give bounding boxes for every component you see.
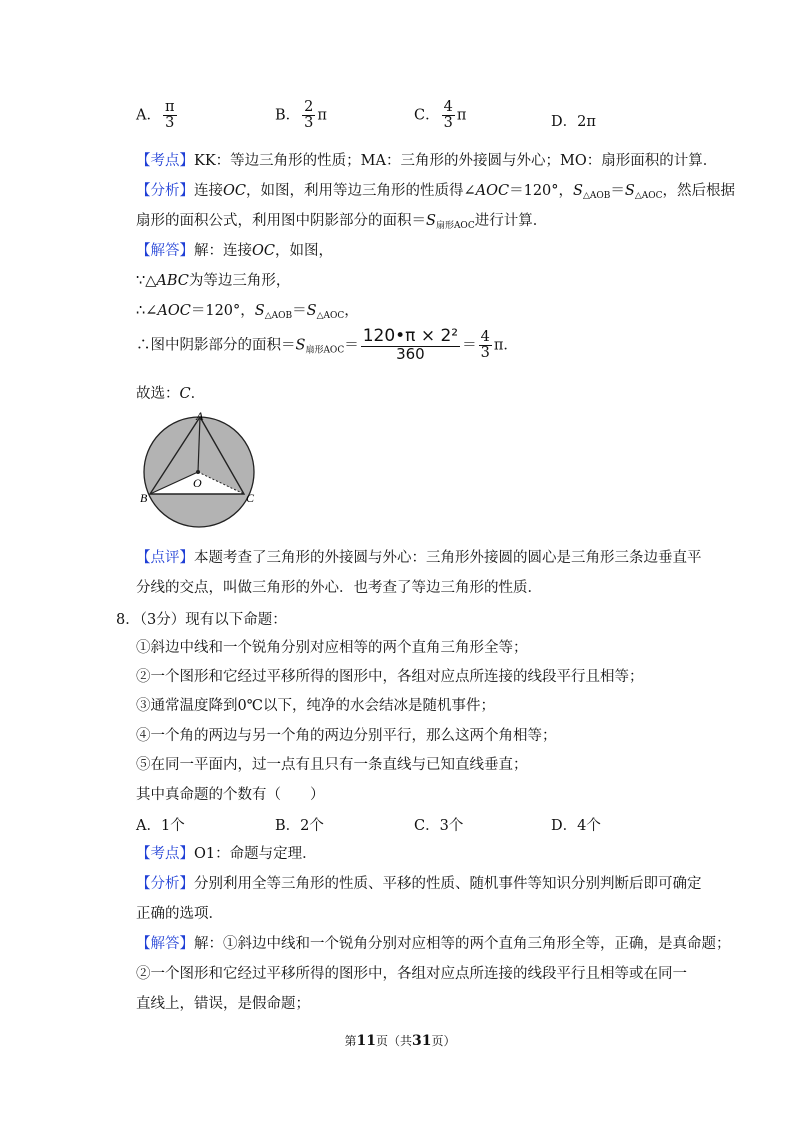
q8-item-3: ③通常温度降到0℃以下，纯净的水会结冰是随机事件；: [136, 698, 495, 714]
page-number: 11: [356, 1033, 376, 1049]
q8-item-2: ②一个图形和它经过平移所得的图形中，各组对应点所连接的线段平行且相等；: [136, 669, 644, 685]
q8-fenxi-line1: 【分析】分别利用全等三角形的性质、平移的性质、随机事件等知识分别判断后即可确定: [136, 876, 702, 892]
q8-item-1: ①斜边中线和一个锐角分别对应相等的两个直角三角形全等；: [136, 640, 528, 656]
label-a: A: [196, 409, 204, 423]
label-c: C: [246, 491, 255, 505]
q8-jieda-line2: ②一个图形和它经过平移所得的图形中，各组对应点所连接的线段平行且相等或在同一: [136, 966, 687, 982]
fraction: $\frac{4}{3}$: [443, 99, 453, 132]
q8-jieda-line1: 【解答】解：①斜边中线和一个锐角分别对应相等的两个直角三角形全等，正确，是真命题；: [136, 936, 731, 952]
q7-fenxi-line1: 【分析】连接OC，如图，利用等边三角形的性质得∠AOC＝120°，$S_{\triangle AOB}=S_{\triangle AOC}$，然后根据: [136, 183, 736, 201]
q8-fenxi-line2: 正确的选项．: [136, 906, 223, 922]
q7-kaodian: 【考点】KK：等边三角形的性质；MA：三角形的外接圆与外心；MO：扇形面积的计算．: [136, 153, 718, 169]
result-fraction: $\frac{4}{3}$: [480, 328, 490, 361]
fraction: $\frac{2}{3}$: [304, 99, 314, 132]
q8-option-c: C．3个: [414, 818, 464, 834]
q7-jieda-line1: 【解答】解：连接OC，如图，: [136, 243, 333, 259]
label-b: B: [140, 491, 148, 505]
q7-fenxi-line2: 扇形的面积公式，利用图中阴影部分的面积$=S_{扇形AOC}$进行计算．: [136, 213, 548, 231]
q8-head: 8．（3分）现有以下命题：: [116, 612, 287, 628]
q7-because: ∵△ABC为等边三角形，: [136, 273, 291, 289]
option-d: D．2π: [551, 114, 596, 130]
option-b: B． $\frac{2}{3}$ π: [275, 99, 327, 132]
option-a: A． $\frac{\pi}{3}$: [136, 99, 175, 132]
q8-option-a: A．1个: [136, 818, 185, 834]
q7-dianping-line1: 【点评】本题考查了三角形的外接圆与外心：三角形外接圆的圆心是三角形三条边垂直平: [136, 550, 702, 566]
calc-fraction: $\frac{\text{120•π × 2²}}{360}$: [362, 326, 459, 363]
q8-question: 其中真命题的个数有（ ）: [136, 787, 325, 803]
page-footer: 第11页（共31页）: [344, 1033, 456, 1049]
q7-answer: 故选：C．: [136, 386, 206, 402]
option-c: C． $\frac{4}{3}$ π: [414, 99, 467, 132]
page-total: 31: [412, 1033, 432, 1049]
q7-dianping-line2: 分线的交点，叫做三角形的外心．也考查了等边三角形的性质．: [136, 580, 542, 596]
q8-jieda-line3: 直线上，错误，是假命题；: [136, 996, 310, 1012]
center-point: [196, 470, 200, 474]
q8-item-4: ④一个角的两边与另一个角的两边分别平行，那么这两个角相等；: [136, 728, 557, 744]
q8-option-b: B．2个: [275, 818, 324, 834]
circle-triangle-figure: [130, 408, 270, 530]
label-o: O: [193, 476, 202, 490]
q8-kaodian: 【考点】O1：命题与定理．: [136, 846, 317, 862]
q7-therefore2: ∴图中阴影部分的面积$=S_{扇形AOC}=$ $\frac{\text{120•π × 2²}}{360}$ ＝ $\frac{4}{3}$ π．: [136, 326, 518, 363]
q8-option-d: D．4个: [551, 818, 601, 834]
fraction: $\frac{\pi}{3}$: [164, 99, 175, 132]
q7-therefore1: ∴∠AOC＝120°，$S_{\triangle AOB}=S_{\triangle AOC}$，: [136, 303, 359, 321]
q8-item-5: ⑤在同一平面内，过一点有且只有一条直线与已知直线垂直；: [136, 757, 528, 773]
